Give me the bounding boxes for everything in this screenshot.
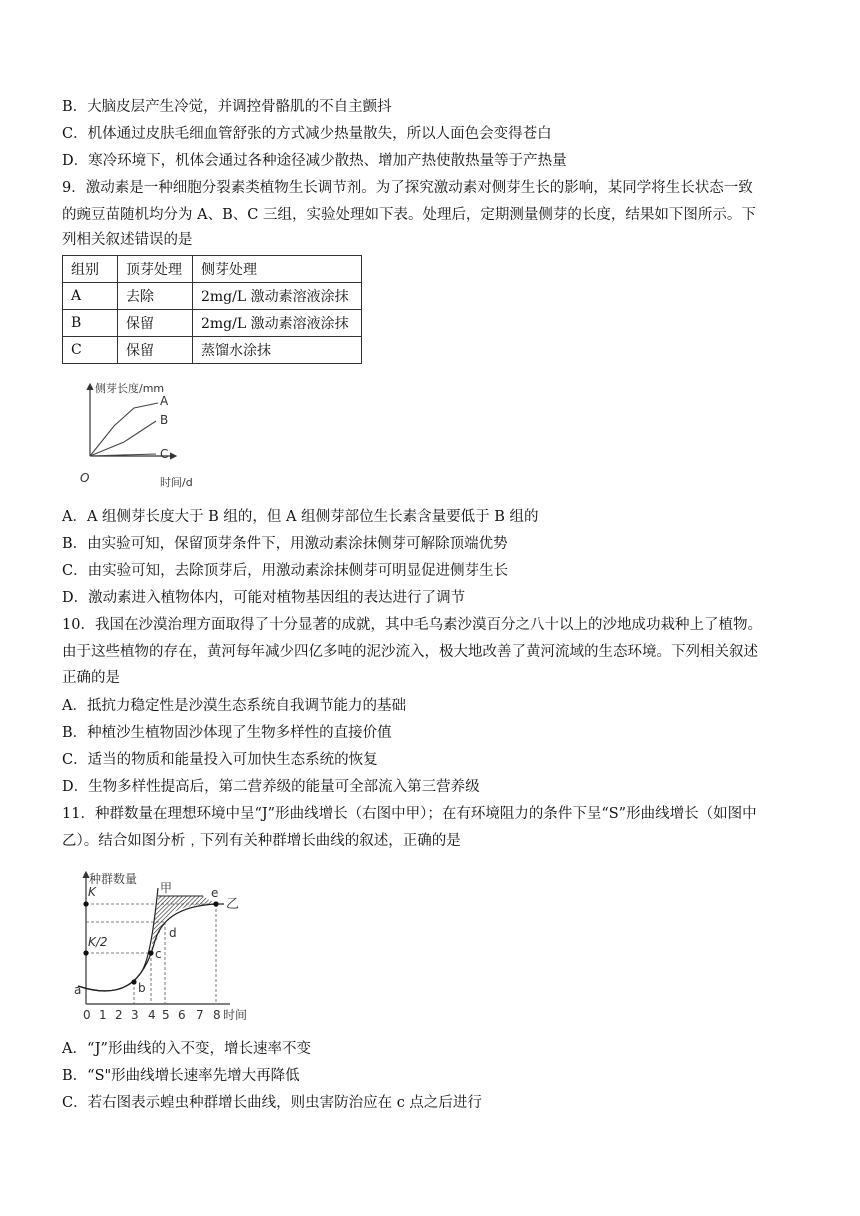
q11-stem-line-1: 11．种群数量在理想环境中呈“J”形曲线增长（右图中甲）；在有环境阻力的条件下呈“S”形曲线增长（如图中 (62, 806, 757, 822)
table-cell: A (63, 283, 118, 310)
x-tick-label: 7 (196, 1008, 204, 1022)
table-cell: 去除 (118, 283, 193, 310)
table-row (63, 310, 362, 337)
point-e (213, 901, 218, 906)
q11-option-c: C．若右图表示蝗虫种群增长曲线，则虫害防治应在 c 点之后进行 (62, 1095, 482, 1111)
table-cell: 2mg/L 激动素溶液涂抹 (193, 283, 362, 310)
point-b (131, 979, 136, 984)
curve-a-label: A (160, 394, 169, 408)
q9-stem-line-1: 9．激动素是一种细胞分裂素类植物生长调节剂。为了探究激动素对侧芽生长的影响，某同学将生长状态一致 (62, 180, 753, 196)
q9-stem-line-2: 的豌豆苗随机均分为 A、B、C 三组，实验处理如下表。处理后，定期测量侧芽的长度，结果如下图所示。下 (62, 207, 756, 223)
x-tick-label: 8 (213, 1008, 221, 1022)
experiment-table (62, 255, 362, 364)
q10-stem-line-1: 10．我国在沙漠治理方面取得了十分显著的成就，其中毛乌素沙漠百分之八十以上的沙地成功栽种上了植物。 (62, 617, 762, 633)
q10-option-b: B．种植沙生植物固沙体现了生物多样性的直接价值 (62, 725, 392, 741)
q10-option-c: C．适当的物质和能量投入可加快生态系统的恢复 (62, 752, 378, 768)
q9-option-b: B．由实验可知，保留顶芽条件下，用激动素涂抹侧芽可解除顶端优势 (62, 536, 508, 552)
q9-option-c: C．由实验可知，去除顶芽后，用激动素涂抹侧芽可明显促进侧芽生长 (62, 563, 509, 579)
k2-point (83, 950, 88, 955)
x-tick-label: 4 (148, 1008, 156, 1022)
q9-option-d: D．激动素进入植物体内，可能对植物基因组的表达进行了调节 (62, 590, 466, 606)
jia-label: 甲 (160, 881, 173, 895)
q11-option-a: A．“J”形曲线的入不变，增长速率不变 (62, 1041, 311, 1057)
bud-length-figure (74, 376, 214, 498)
curve-c-label: C (160, 447, 169, 461)
x-tick-label: 6 (178, 1008, 186, 1022)
q11-option-b: B．“S"形曲线增长速率先增大再降低 (62, 1068, 300, 1084)
x-tick-label: 2 (115, 1008, 123, 1022)
q11-stem-line-2: 乙）。结合如图分析﹐下列有关种群增长曲线的叙述，正确的是 (62, 833, 461, 849)
table-cell: 保留 (118, 310, 193, 337)
q10-stem-line-3: 正确的是 (62, 670, 120, 686)
point-b-label: b (138, 981, 146, 995)
x-tick-label: 0 (83, 1008, 91, 1022)
table-row (63, 283, 362, 310)
origin-label: O (80, 471, 90, 485)
q9-option-a: A．A 组侧芽长度大于 B 组的，但 A 组侧芽部位生长素含量要低于 B 组的 (62, 509, 539, 525)
x-tick-label: 5 (162, 1008, 170, 1022)
k-point (83, 901, 88, 906)
q10-option-a: A．抵抗力稳定性是沙漠生态系统自我调节能力的基础 (62, 698, 406, 714)
point-a-label: a (74, 983, 82, 997)
q10-stem-line-2: 由于这些植物的存在，黄河每年减少四亿多吨的泥沙流入，极大地改善了黄河流域的生态环境。下列相关叙述 (62, 644, 758, 660)
point-d-label: d (169, 926, 177, 940)
curve-a (90, 403, 158, 456)
k2-label: K/2 (88, 935, 108, 949)
y-axis-label: 种群数量 (89, 872, 138, 886)
table-header-row (63, 256, 362, 283)
table-header-cell: 侧芽处理 (193, 256, 362, 283)
table-row (63, 337, 362, 364)
x-axis-label: 时间 (223, 1008, 248, 1022)
curve-b (90, 421, 156, 456)
x-tick-label: 3 (131, 1008, 139, 1022)
x-tick-label: 1 (99, 1008, 107, 1022)
table-cell: C (63, 337, 118, 364)
table-header-cell: 组别 (63, 256, 118, 283)
q9-stem-line-3: 列相关叙述错误的是 (62, 232, 193, 248)
x-axis-label: 时间/d (160, 476, 193, 489)
table-cell: B (63, 310, 118, 337)
point-c-label: c (155, 947, 162, 961)
q8-option-b: B．大脑皮层产生冷觉，并调控骨骼肌的不自主颤抖 (62, 99, 392, 115)
table-cell: 保留 (118, 337, 193, 364)
table-header-cell: 顶芽处理 (118, 256, 193, 283)
table-cell: 蒸馏水涂抹 (193, 337, 362, 364)
q10-option-d: D．生物多样性提高后，第二营养级的能量可全部流入第三营养级 (62, 779, 480, 795)
point-c (148, 950, 153, 955)
yi-label: 乙 (226, 897, 240, 912)
y-axis-label: 侧芽长度/mm (95, 382, 165, 395)
curve-b-label: B (160, 413, 169, 427)
point-e-label: e (211, 886, 219, 900)
k-label: K (88, 885, 96, 899)
population-growth-figure (68, 866, 248, 1026)
table-cell: 2mg/L 激动素溶液涂抹 (193, 310, 362, 337)
q8-option-d: D．寒冷环境下，机体会通过各种途径减少散热、增加产热使散热量等于产热量 (62, 153, 567, 169)
q8-option-c: C．机体通过皮肤毛细血管舒张的方式减少热量散失，所以人面色会变得苍白 (62, 126, 552, 142)
